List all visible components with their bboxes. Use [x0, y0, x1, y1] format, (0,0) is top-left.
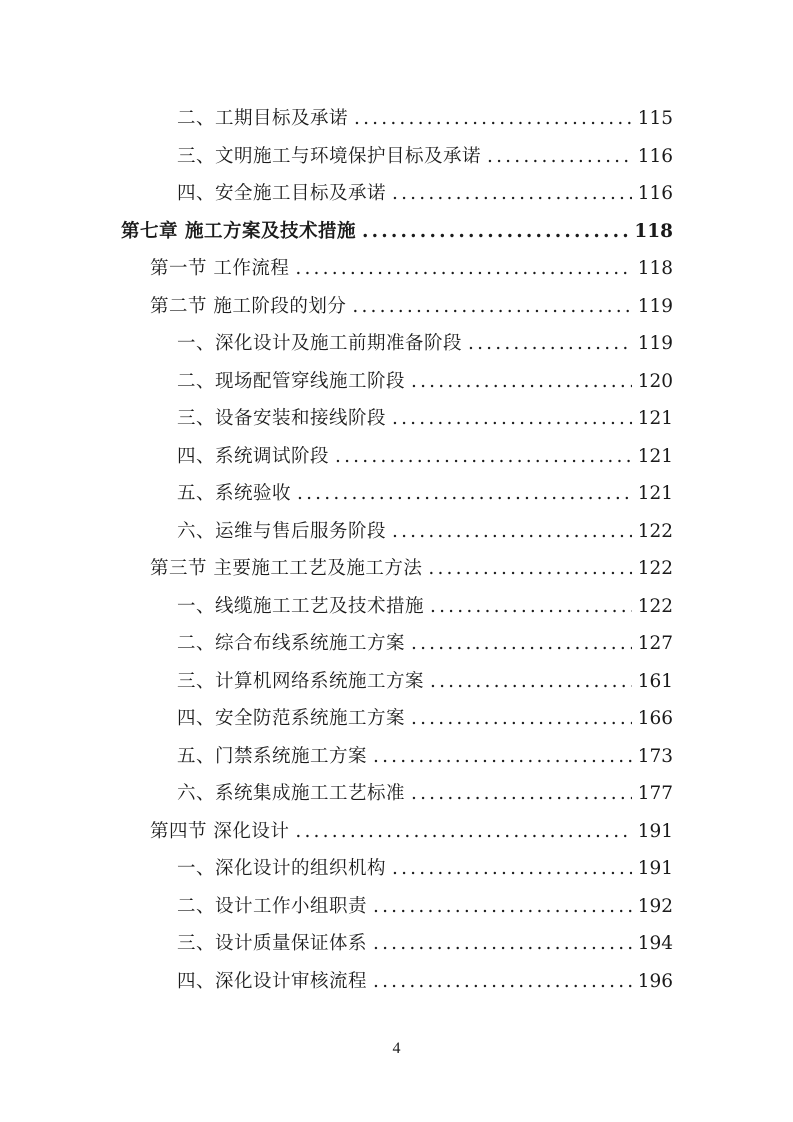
toc-subsection-entry[interactable] [177, 400, 673, 438]
toc-entry-page: 122 [637, 558, 673, 579]
toc-entry-page: 116 [637, 145, 673, 167]
toc-subsection-entry[interactable] [177, 775, 673, 813]
dot-leader [430, 588, 632, 626]
dot-leader [373, 738, 632, 776]
toc-chapter-entry[interactable] [121, 213, 673, 251]
toc-entry-title: 二、工期目标及承诺 [177, 108, 349, 129]
toc-entry-title: 第二节 施工阶段的划分 [150, 295, 347, 317]
toc-entry-title: 二、现场配管穿线施工阶段 [177, 370, 406, 392]
dot-leader [411, 625, 632, 663]
toc-entry-title: 一、深化设计的组织机构 [177, 858, 387, 879]
dot-leader [392, 850, 632, 888]
dot-leader [468, 325, 632, 363]
toc-subsection-entry[interactable] [177, 100, 673, 138]
toc-entry-page: 118 [634, 220, 673, 242]
toc-entry-page: 119 [637, 295, 673, 317]
toc-entry-page: 122 [637, 520, 673, 542]
toc-entry-page: 121 [637, 445, 673, 467]
toc-subsection-entry[interactable] [177, 925, 673, 963]
toc-entry-title: 第七章 施工方案及技术措施 [121, 220, 356, 242]
dot-leader [297, 475, 632, 513]
toc-entry-page: 191 [637, 820, 673, 842]
toc-entry-title: 一、深化设计及施工前期准备阶段 [177, 333, 463, 354]
dot-leader [411, 775, 632, 813]
toc-entry-page: 161 [637, 670, 673, 692]
toc-subsection-entry[interactable] [177, 850, 673, 888]
toc-subsection-entry[interactable] [177, 700, 673, 738]
toc-subsection-entry[interactable] [177, 588, 673, 626]
dot-leader [373, 925, 632, 963]
toc-subsection-entry[interactable] [177, 363, 673, 401]
toc-subsection-entry[interactable] [177, 663, 673, 701]
toc-entry-page: 121 [637, 483, 673, 504]
dot-leader [411, 363, 632, 401]
dot-leader [352, 288, 631, 326]
toc-entry-page: 127 [637, 633, 673, 654]
toc-entry-page: 115 [637, 108, 673, 129]
toc-entry-page: 166 [637, 708, 673, 729]
toc-entry-page: 192 [637, 895, 673, 917]
toc-entry-page: 196 [637, 970, 673, 992]
toc-entry-title: 四、深化设计审核流程 [177, 970, 368, 992]
toc-entry-page: 118 [637, 258, 673, 279]
toc-entry-title: 六、系统集成施工工艺标准 [177, 783, 406, 804]
dot-leader [487, 138, 632, 176]
toc-section-entry[interactable] [150, 250, 673, 288]
dot-leader [373, 963, 632, 1001]
toc-entry-title: 四、安全施工目标及承诺 [177, 183, 387, 204]
toc-subsection-entry[interactable] [177, 888, 673, 926]
toc-subsection-entry[interactable] [177, 963, 673, 1001]
dot-leader [428, 550, 631, 588]
toc-entry-title: 四、安全防范系统施工方案 [177, 708, 406, 729]
toc-entry-title: 三、文明施工与环境保护目标及承诺 [177, 145, 482, 167]
dot-leader [373, 888, 632, 926]
toc-entry-page: 121 [637, 408, 673, 429]
toc-entry-title: 一、线缆施工工艺及技术措施 [177, 595, 425, 617]
toc-subsection-entry[interactable] [177, 738, 673, 776]
toc-subsection-entry[interactable] [177, 513, 673, 551]
toc-subsection-entry[interactable] [177, 475, 673, 513]
dot-leader [392, 175, 632, 213]
toc-entry-page: 194 [637, 933, 673, 954]
toc-entry-page: 191 [637, 858, 673, 879]
toc-section-entry[interactable] [150, 550, 673, 588]
toc-subsection-entry[interactable] [177, 325, 673, 363]
dot-leader [335, 438, 632, 476]
toc-entry-page: 119 [637, 333, 673, 354]
toc-entry-title: 三、设备安装和接线阶段 [177, 408, 387, 429]
dot-leader [392, 513, 632, 551]
dot-leader [392, 400, 632, 438]
toc-entry-title: 二、设计工作小组职责 [177, 895, 368, 917]
toc-subsection-entry[interactable] [177, 175, 673, 213]
toc-entry-title: 第三节 主要施工工艺及施工方法 [150, 558, 423, 579]
dot-leader [295, 813, 631, 851]
toc-entry-title: 第四节 深化设计 [150, 820, 290, 842]
toc-subsection-entry[interactable] [177, 438, 673, 476]
toc-entry-page: 122 [637, 595, 673, 617]
toc-entry-title: 五、系统验收 [177, 483, 292, 504]
page-number: 4 [392, 1040, 401, 1057]
toc-entry-page: 116 [637, 183, 673, 204]
toc-entry-title: 四、系统调试阶段 [177, 445, 330, 467]
dot-leader [411, 700, 632, 738]
toc-subsection-entry[interactable] [177, 138, 673, 176]
toc-entry-title: 第一节 工作流程 [150, 258, 290, 279]
toc-entry-page: 173 [637, 745, 673, 767]
toc-entry-title: 五、门禁系统施工方案 [177, 745, 368, 767]
toc-entry-title: 三、计算机网络系统施工方案 [177, 670, 425, 692]
toc-entry-title: 六、运维与售后服务阶段 [177, 520, 387, 542]
dot-leader [354, 100, 632, 138]
dot-leader [295, 250, 631, 288]
dot-leader [362, 213, 628, 251]
toc-entry-page: 177 [637, 783, 673, 804]
toc-entry-title: 二、综合布线系统施工方案 [177, 633, 406, 654]
toc-entry-page: 120 [637, 370, 673, 392]
toc-section-entry[interactable] [150, 813, 673, 851]
dot-leader [430, 663, 632, 701]
toc-subsection-entry[interactable] [177, 625, 673, 663]
toc-section-entry[interactable] [150, 288, 673, 326]
toc-entry-title: 三、设计质量保证体系 [177, 933, 368, 954]
